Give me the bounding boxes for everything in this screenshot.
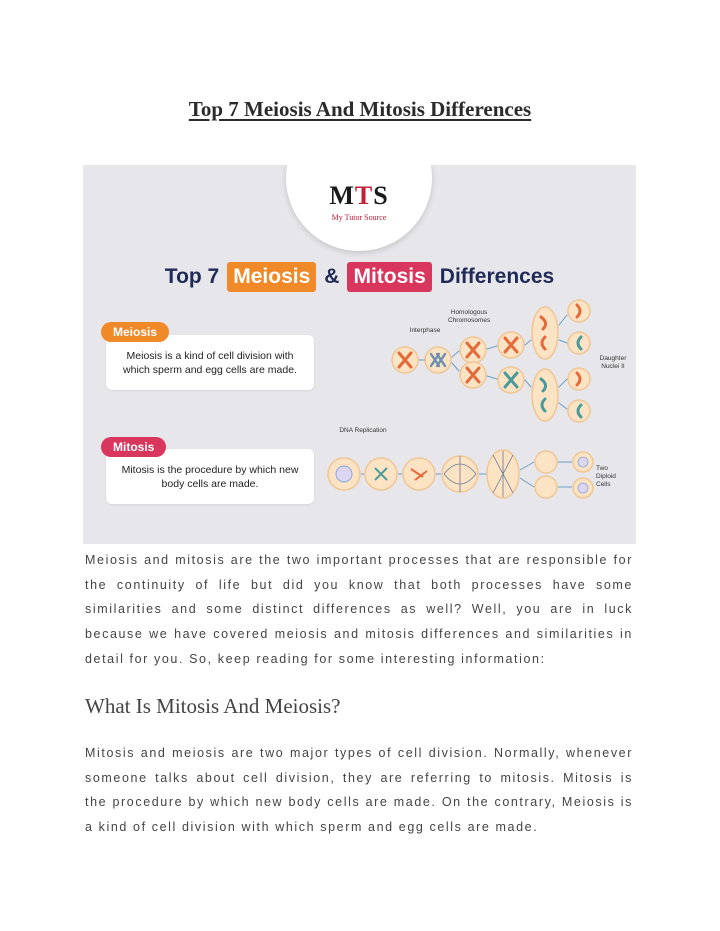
label-daughter: Daughter Nuclei II (599, 355, 627, 370)
intro-paragraph: Meiosis and mitosis are the two important processes that are responsible for the continuity of life but did you know that both processes have some similarities and some distinct differences as well? Well, you are in luck because we have covered meiosis and mitosis differences and similarities in detail for you. So, keep reading for some interesting information: (85, 553, 633, 666)
document-title: Top 7 Meiosis And Mitosis Differences (188, 97, 532, 121)
meiosis-cell-8 (532, 369, 558, 421)
heading-ampersand: & (324, 265, 340, 288)
mitosis-nucleus-1 (336, 466, 352, 482)
meiosis-diagram (392, 300, 590, 422)
mitosis-tag: Mitosis (101, 437, 166, 457)
meiosis-tag: Meiosis (101, 322, 169, 342)
heading-mitosis-highlight: Mitosis (347, 262, 431, 292)
label-interphase: Interphase (409, 327, 441, 334)
logo-subtitle: My Tutor Source (331, 213, 387, 222)
logo-letter-m: M (329, 181, 355, 210)
infographic-banner (83, 165, 636, 544)
cell-division-diagram (83, 165, 636, 544)
mitosis-description: Mitosis is the procedure by which new body cells are made. (121, 463, 299, 490)
diploid-nucleus-1 (578, 457, 588, 467)
section-heading: What Is Mitosis And Meiosis? (85, 694, 341, 718)
diploid-nucleus-2 (578, 483, 588, 493)
label-dna: DNA Replication (339, 427, 387, 434)
section-paragraph: Mitosis and meiosis are two major types of cell division. Normally, whenever someone talks about cell division, they are referring to mitosis. Mitosis is the procedure by which new body cells are made. On the contrary, Meiosis is a kind of cell division with which sperm and egg cells are made. (85, 746, 633, 835)
meiosis-description: Meiosis is a kind of cell division with which sperm and egg cells are made. (123, 349, 297, 376)
mitosis-cell-6 (535, 451, 557, 473)
mitosis-cell-7 (535, 476, 557, 498)
logo-letter-t: T (354, 181, 374, 210)
mitosis-diagram (328, 450, 593, 498)
label-homologous: Homologous Chromosomes (448, 309, 491, 324)
meiosis-cell-2 (425, 347, 451, 373)
meiosis-cell-7 (532, 307, 558, 359)
heading-suffix: Differences (439, 265, 555, 288)
logo-letter-s: S (373, 181, 389, 210)
heading-prefix: Top 7 (164, 265, 220, 288)
label-two-diploid: Two Diploid Cells (596, 465, 616, 488)
heading-meiosis-highlight: Meiosis (227, 262, 316, 292)
